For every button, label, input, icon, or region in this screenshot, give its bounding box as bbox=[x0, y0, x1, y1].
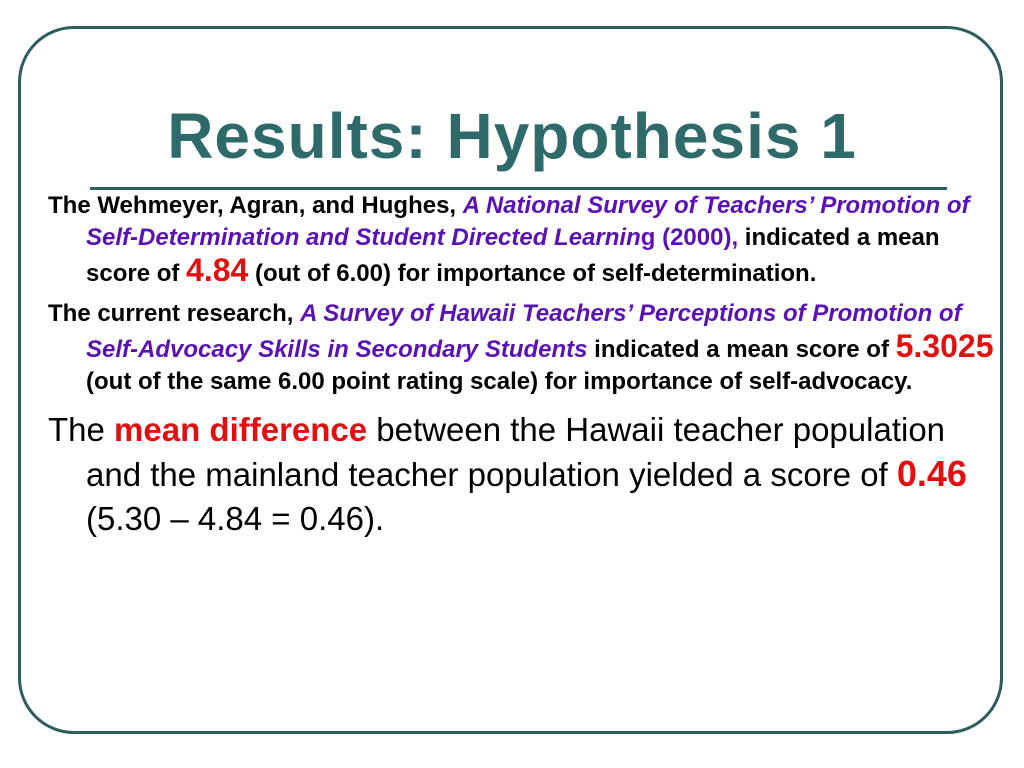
hawaii-study-title: A Survey of Hawaii Teachers’ Perceptions of Promotion of Self-Advocacy Skills in Secondary Students bbox=[86, 300, 962, 363]
mainland-mean-score: 4.84 bbox=[186, 252, 249, 288]
paragraph2-tail: (out of the same 6.00 point rating scale) for importance of self-advocacy. bbox=[86, 368, 913, 395]
slide-title: Results: Hypothesis 1 bbox=[167, 100, 857, 172]
paragraph1-tail: (out of 6.00) for importance of self-determination. bbox=[248, 260, 817, 287]
mean-difference-score: 0.46 bbox=[896, 453, 967, 494]
paragraph-hawaii-study bbox=[48, 298, 998, 398]
mainland-study-title: A National Survey of Teachers’ Promotion of Self-Determination and Student Directed Learnin bbox=[86, 192, 970, 251]
slide-body bbox=[48, 190, 998, 541]
paragraph1-mid: indicated a mean score of bbox=[86, 224, 940, 287]
paragraph-mainland-study bbox=[48, 190, 998, 290]
hawaii-mean-score: 5.3025 bbox=[895, 328, 994, 364]
paragraph2-intro: The current research, bbox=[48, 300, 301, 327]
paragraph1-intro: The Wehmeyer, Agran, and Hughes, bbox=[48, 192, 463, 219]
mean-difference-term: mean difference bbox=[114, 411, 368, 448]
mainland-study-year: (2000), bbox=[655, 224, 739, 251]
paragraph3-tail: (5.30 – 4.84 = 0.46). bbox=[86, 500, 385, 537]
paragraph-mean-difference bbox=[48, 408, 998, 541]
paragraph2-mid: indicated a mean score of bbox=[587, 336, 896, 363]
paragraph3-intro: The bbox=[48, 411, 115, 448]
mainland-study-title-tail: g bbox=[640, 224, 656, 251]
paragraph3-mid: between the Hawaii teacher population and the mainland teacher population yielded a score of bbox=[86, 411, 946, 493]
